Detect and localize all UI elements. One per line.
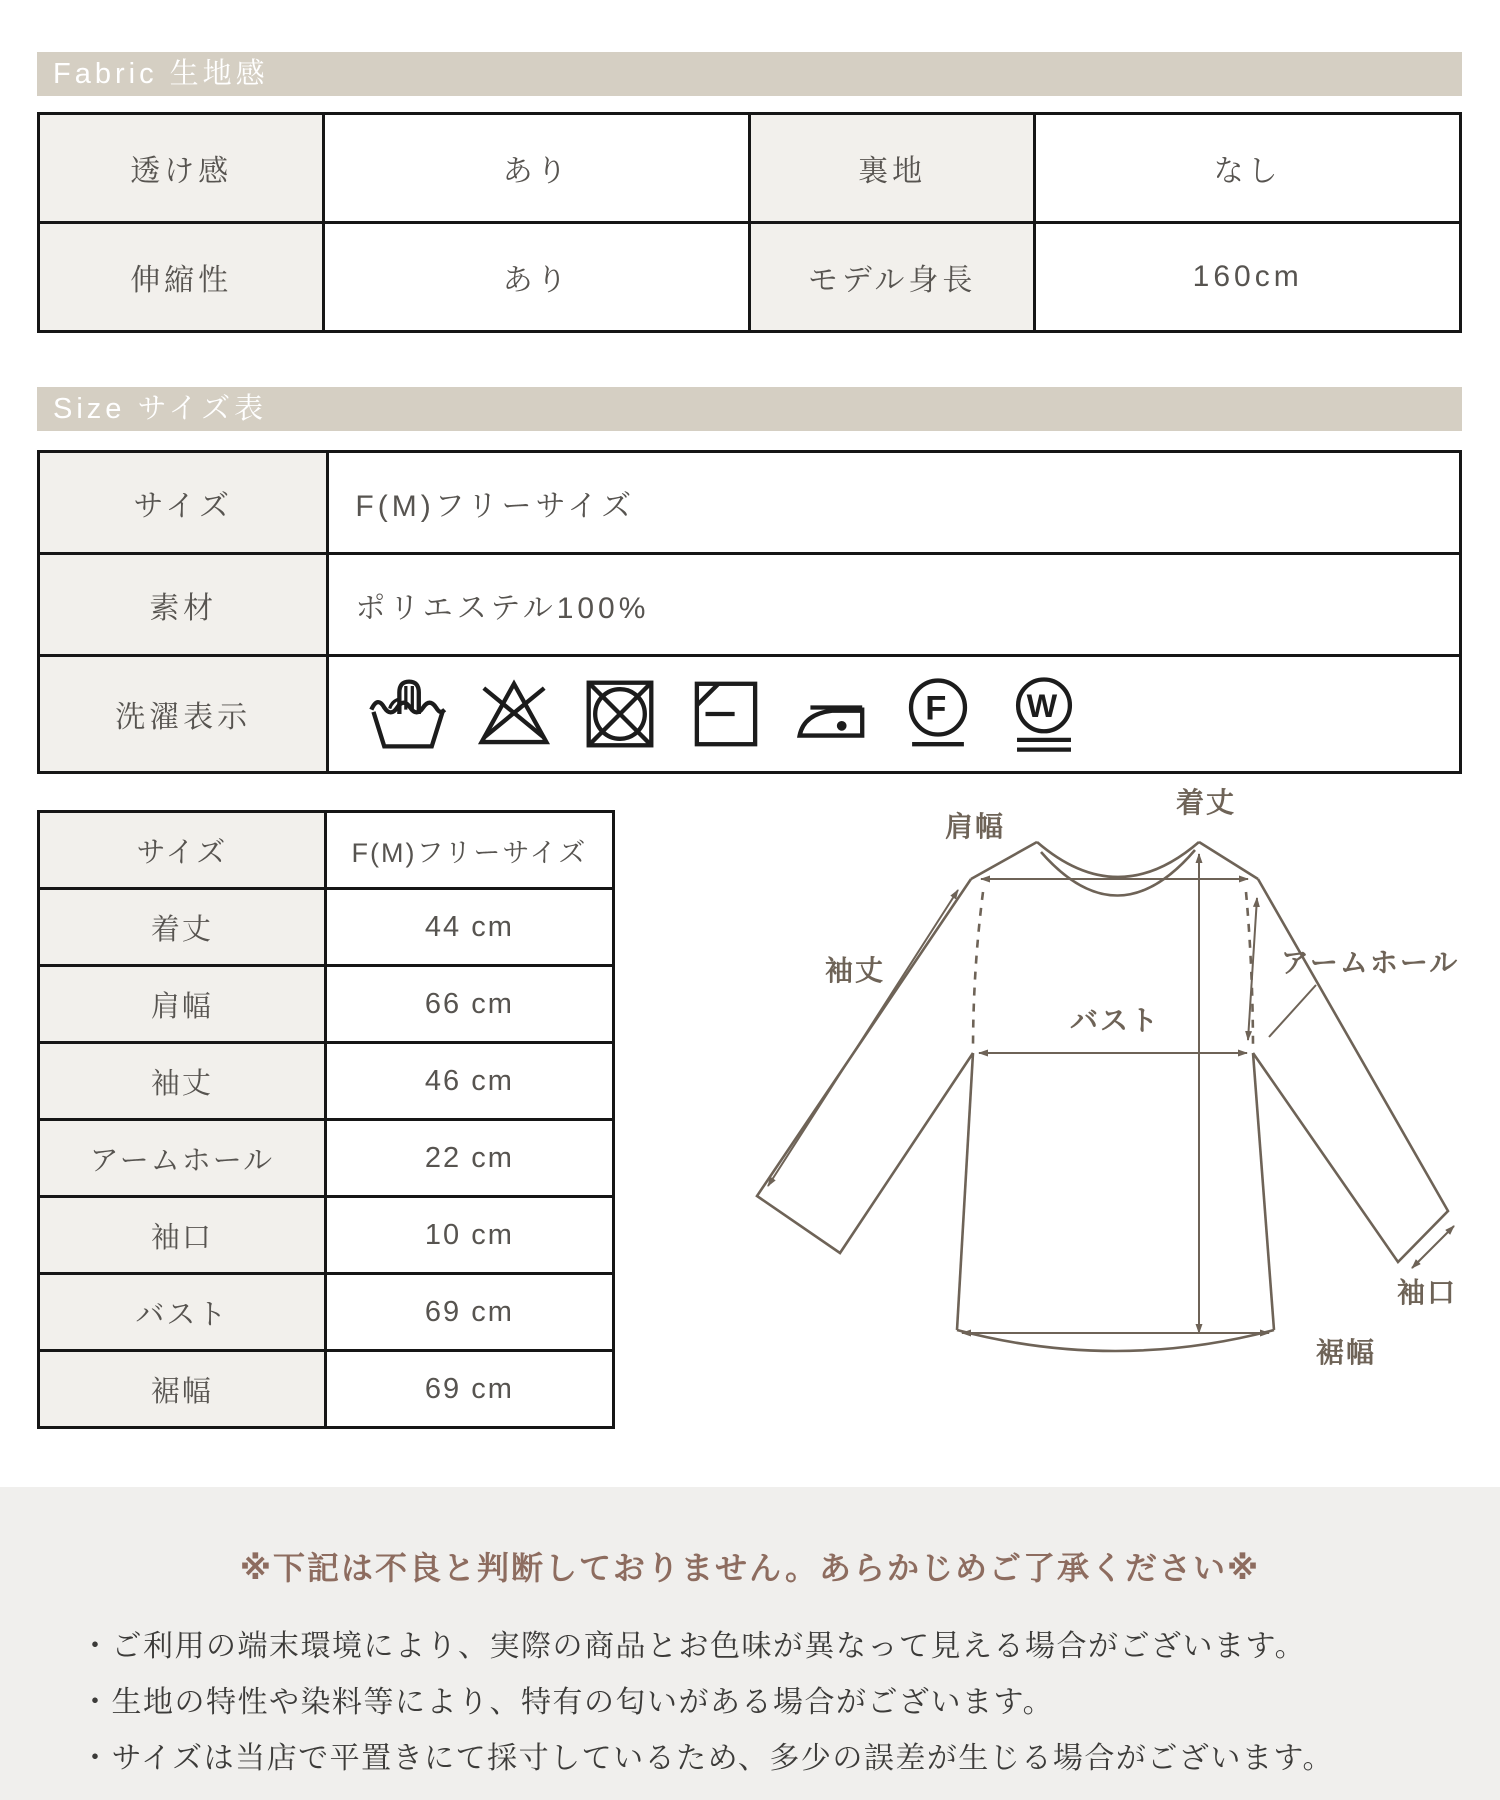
- table-row: [39, 1274, 614, 1351]
- table-row: [39, 1197, 614, 1274]
- table-row: [39, 452, 1461, 554]
- table-row: [39, 1351, 614, 1428]
- meas-label-shoulder-width: 肩幅: [39, 966, 326, 1043]
- meas-value-bust: 69 cm: [325, 1274, 613, 1351]
- table-row: [39, 1120, 614, 1197]
- table-row: [39, 889, 614, 966]
- garment-diagram-svg: [640, 680, 1470, 1380]
- meas-header-value: F(M)フリーサイズ: [325, 812, 613, 889]
- sleeve-length-arrow: [768, 890, 958, 1186]
- table-row: [39, 812, 614, 889]
- fabric-label-stretch: 伸縮性: [39, 223, 324, 332]
- sleeve-length-label: 袖丈: [824, 955, 886, 986]
- meas-value-cuff: 10 cm: [325, 1197, 613, 1274]
- svg-text:W: W: [1026, 688, 1062, 725]
- hand-wash-icon: [367, 673, 449, 755]
- garment-outline: [757, 842, 1448, 1351]
- body-length-label: 着丈: [1175, 787, 1237, 818]
- list-item: ・生地の特性や染料等により、特有の匂いがある場合がございます。: [80, 1686, 1055, 1719]
- size-value: F(M)フリーサイズ: [328, 452, 1461, 554]
- hem-width-label: 裾幅: [1315, 1337, 1377, 1368]
- garment-measurement-diagram: [640, 680, 1470, 1380]
- material-value: ポリエステル100%: [328, 554, 1461, 656]
- table-row: [39, 114, 1461, 223]
- meas-value-hem-width: 69 cm: [325, 1351, 613, 1428]
- notes-heading: ※下記は不良と判断しておりません。あらかじめご了承ください※: [239, 1550, 1261, 1586]
- material-label: 素材: [39, 554, 328, 656]
- fabric-value-stretch: あり: [324, 223, 750, 332]
- do-not-bleach-icon: [473, 673, 555, 755]
- list-item: ・サイズは当店で平置きにて採寸しているため、多少の誤差が生じる場合がございます。: [80, 1742, 1334, 1775]
- meas-label-body-length: 着丈: [39, 889, 326, 966]
- fabric-value-sheerness: あり: [324, 114, 750, 223]
- meas-label-hem-width: 裾幅: [39, 1351, 326, 1428]
- list-item: ・ご利用の端末環境により、実際の商品とお色味が異なって見える場合がございます。: [80, 1630, 1307, 1663]
- size-label: サイズ: [39, 452, 328, 554]
- measurements-table: [37, 810, 615, 1429]
- notes-list: [0, 1619, 1500, 1787]
- meas-label-bust: バスト: [39, 1274, 326, 1351]
- shoulder-width-label: 肩幅: [944, 811, 1006, 842]
- fabric-value-model-height: 160cm: [1035, 223, 1461, 332]
- meas-value-body-length: 44 cm: [325, 889, 613, 966]
- fabric-section-header: Fabric 生地感: [37, 52, 1462, 96]
- table-row: [39, 966, 614, 1043]
- measure-arrows: [768, 854, 1454, 1333]
- care-label: 洗濯表示: [39, 656, 328, 773]
- meas-header-label: サイズ: [39, 812, 326, 889]
- armhole-label: アームホール: [1280, 947, 1460, 978]
- meas-label-armhole: アームホール: [39, 1120, 326, 1197]
- fabric-label-model-height: モデル身長: [749, 223, 1034, 332]
- size-section-header: Size サイズ表: [37, 387, 1462, 431]
- cuff-arrow: [1412, 1226, 1454, 1268]
- fabric-table: [37, 112, 1462, 333]
- fabric-label-lining: 裏地: [749, 114, 1034, 223]
- meas-value-sleeve-length: 46 cm: [325, 1043, 613, 1120]
- table-row: [39, 223, 1461, 332]
- fabric-label-sheerness: 透け感: [39, 114, 324, 223]
- meas-label-cuff: 袖口: [39, 1197, 326, 1274]
- meas-value-shoulder-width: 66 cm: [325, 966, 613, 1043]
- fabric-value-lining: なし: [1035, 114, 1461, 223]
- notes-section: [0, 1487, 1500, 1800]
- table-row: [39, 1043, 614, 1120]
- cuff-label: 袖口: [1396, 1277, 1458, 1308]
- armhole-arrow: [1248, 898, 1257, 1040]
- table-row: [39, 554, 1461, 656]
- bust-label: バスト: [1069, 1005, 1161, 1036]
- meas-label-sleeve-length: 袖丈: [39, 1043, 326, 1120]
- svg-text:F: F: [925, 689, 952, 728]
- meas-value-armhole: 22 cm: [325, 1120, 613, 1197]
